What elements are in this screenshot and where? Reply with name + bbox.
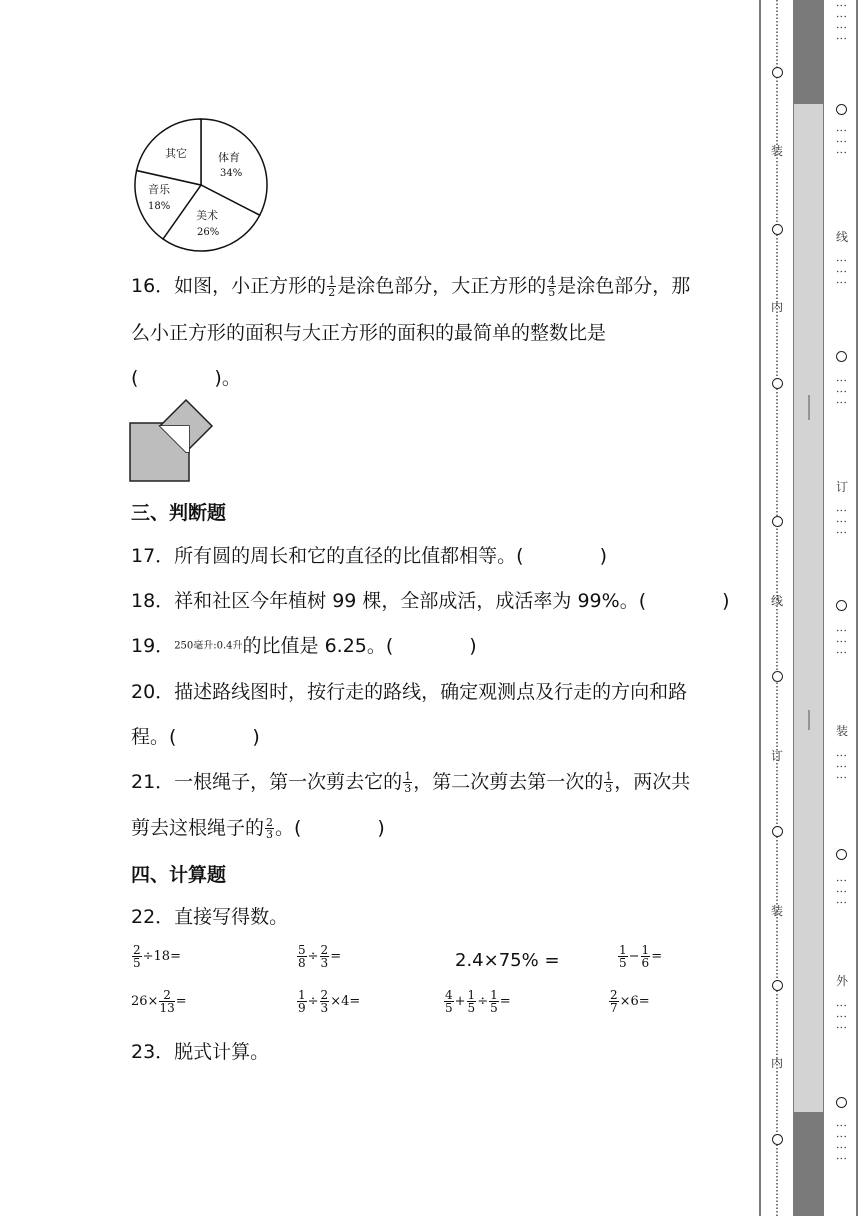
binding-dots: ⋮⋮⋮: [835, 375, 848, 408]
q19-ratio: 250毫升:0.4升: [174, 640, 243, 652]
binding-ring: [836, 1097, 847, 1108]
binding-dots: ⋮⋮⋮⋮: [835, 0, 848, 44]
binding-label-outer: 线: [836, 230, 849, 244]
binding-dots: ⋮⋮⋮: [835, 255, 848, 288]
q21-line1: [131, 770, 690, 794]
binding-ring: [772, 671, 783, 682]
binding-dots: ⋮⋮⋮: [835, 125, 848, 158]
pie-pct-sports: 34%: [220, 168, 243, 179]
q21-text-d: 剪去这根绳子的: [131, 817, 265, 839]
fraction: $\frac{2}{3}$: [266, 816, 274, 841]
binding-ring: [836, 600, 847, 611]
binding-ring: [772, 378, 783, 389]
pie-chart: [130, 115, 272, 255]
q21-text-c: ，两次共: [614, 771, 691, 793]
binding-label-outer: 外: [836, 974, 849, 988]
binding-label-inner: 内: [771, 1056, 784, 1070]
q16-text-a: 16．如图，小正方形的: [131, 275, 327, 297]
fraction: $\frac{1}{3}$: [605, 770, 613, 795]
calc-item-4: $\frac{1}{5}$ − $\frac{1}{6}$ =: [619, 943, 663, 970]
binding-label-outer: 订: [836, 480, 849, 494]
q18: 18．祥和社区今年植树 99 棵，全部成活，成活率为 99%。( ): [131, 590, 730, 612]
binding-label-inner: 装: [771, 904, 784, 918]
binding-margin: [757, 0, 860, 1216]
q16-text-c: 是涂色部分，那: [557, 275, 691, 297]
q19-text: 的比值是 6.25。( ): [242, 635, 477, 657]
fraction: $\frac{1}{2}$: [328, 274, 336, 299]
calc-item-3: 2.4×75% =: [455, 950, 560, 971]
binding-label-inner: 线: [771, 594, 784, 608]
fraction: $\frac{4}{5}$: [548, 274, 556, 299]
fraction: $\frac{1}{3}$: [404, 770, 412, 795]
squares-figure: [129, 398, 215, 484]
binding-ring: [772, 826, 783, 837]
pie-pct-art: 26%: [197, 227, 220, 238]
binding-ring: [772, 516, 783, 527]
binding-ring: [836, 104, 847, 115]
q20-line1: 20．描述路线图时，按行走的路线，确定观测点及行走的方向和路: [131, 681, 688, 703]
calc-item-2: $\frac{5}{8}$ ÷ $\frac{2}{3}$ =: [298, 943, 342, 970]
binding-label-inner: 内: [771, 300, 784, 314]
binding-label-inner: 订: [771, 749, 784, 763]
binding-ring: [772, 67, 783, 78]
binding-ring: [772, 224, 783, 235]
calc-item-1: $\frac{2}{5}$ ÷18=: [133, 943, 181, 970]
q17: 17．所有圆的周长和它的直径的比值都相等。( ): [131, 545, 608, 567]
q19-number: 19．: [131, 635, 175, 657]
q16-text-b: 是涂色部分，大正方形的: [337, 275, 547, 297]
q23: 23．脱式计算。: [131, 1041, 270, 1063]
binding-ring: [836, 849, 847, 860]
pie-label-sports: 体育: [218, 151, 240, 164]
pie-label-music: 音乐: [148, 183, 170, 196]
q21-line2: [131, 816, 385, 840]
binding-label-outer: 装: [836, 724, 849, 738]
q16-line2: 么小正方形的面积与大正方形的面积的最简单的整数比是: [131, 322, 607, 344]
binding-label-inner: 装: [771, 144, 784, 158]
q22: 22．直接写得数。: [131, 906, 289, 928]
pie-label-other: 其它: [165, 147, 187, 160]
binding-ring: [772, 1134, 783, 1145]
binding-dots: ⋮⋮⋮: [835, 1000, 848, 1033]
q19: [131, 634, 477, 659]
binding-ring: [836, 351, 847, 362]
q21-text-b: ，第二次剪去第一次的: [413, 771, 604, 793]
calc-item-5: 26× $\frac{2}{13}$ =: [131, 988, 187, 1015]
binding-dots: ⋮⋮⋮: [835, 750, 848, 783]
binding-ring: [772, 980, 783, 991]
q16-line1: [131, 274, 690, 298]
binding-dots: ⋮⋮⋮: [835, 625, 848, 658]
section-title-judgement: 三、判断题: [131, 502, 227, 524]
section-title-calculation: 四、计算题: [131, 864, 227, 886]
pie-pct-music: 18%: [148, 201, 171, 212]
binding-dots: ⋮⋮⋮: [835, 505, 848, 538]
q20-line2: 程。( ): [131, 726, 260, 748]
calc-item-7: $\frac{4}{5}$ + $\frac{1}{5}$ ÷ $\frac{1}{5}$ =: [445, 988, 511, 1015]
binding-dots: ⋮⋮⋮: [835, 875, 848, 908]
q21-text-a: 21．一根绳子，第一次剪去它的: [131, 771, 403, 793]
calc-item-8: $\frac{2}{7}$ ×6=: [610, 988, 650, 1015]
q21-text-e: 。( ): [275, 817, 385, 839]
pie-label-art: 美术: [196, 209, 218, 222]
calc-item-6: $\frac{1}{9}$ ÷ $\frac{2}{3}$ ×4=: [298, 988, 361, 1015]
binding-dots: ⋮⋮⋮⋮: [835, 1120, 848, 1164]
q16-answer-blank: ( )。: [131, 367, 241, 389]
